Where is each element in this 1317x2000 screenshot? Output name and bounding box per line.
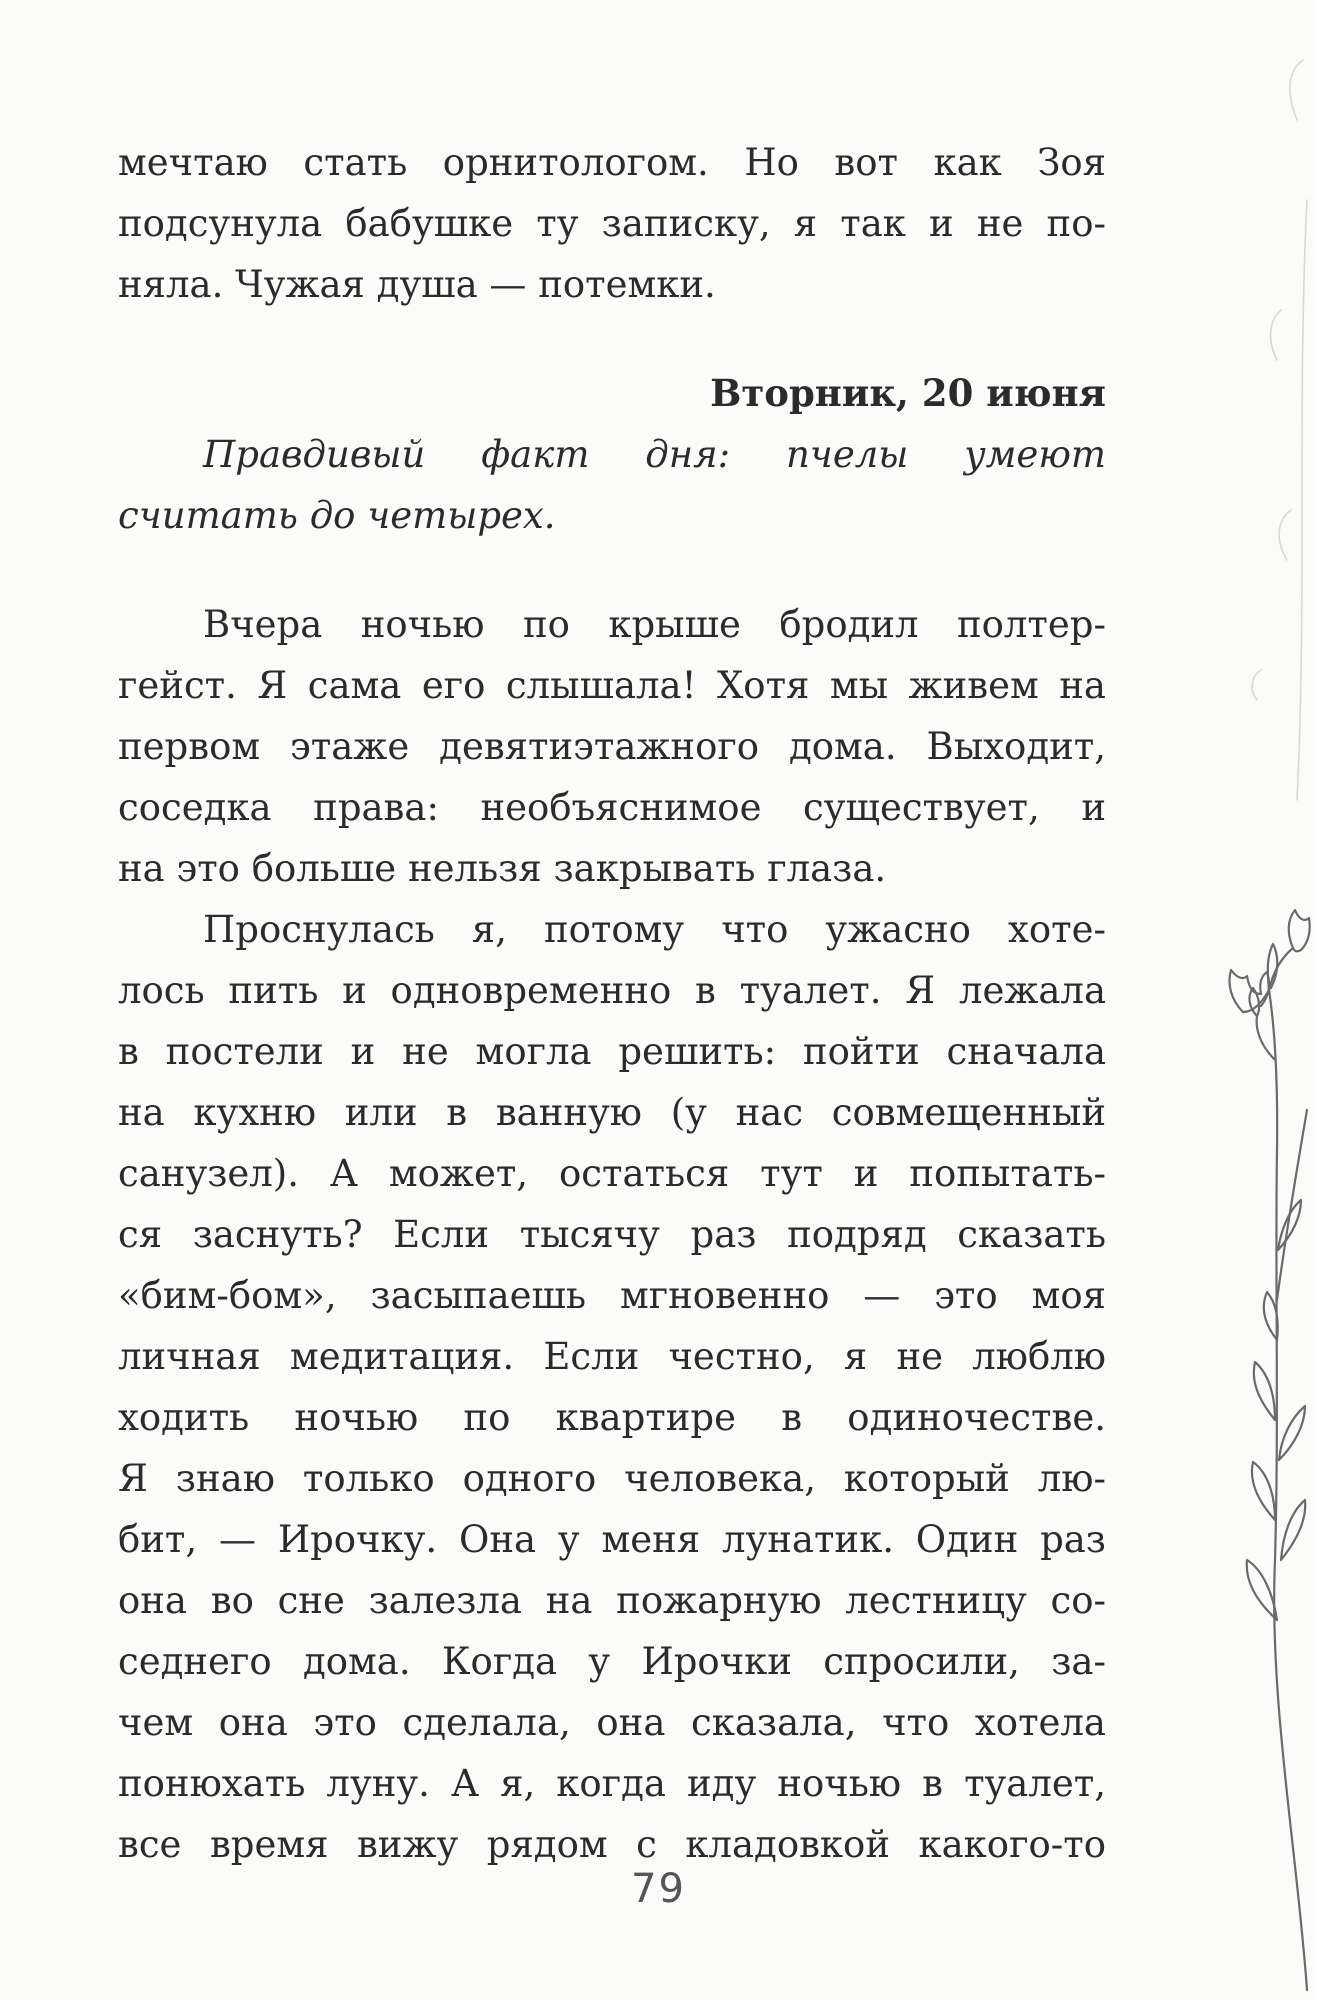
fact-line: Правдивый факт дня: пчелы умеют	[203, 433, 1106, 476]
paragraph-2	[118, 899, 1106, 1875]
text-line: Я знаю только одного человека, который лю-	[118, 1457, 1106, 1500]
fact-line: считать до четырех.	[118, 494, 556, 537]
text-line: ходить ночью по квартире в одиночестве.	[118, 1396, 1106, 1439]
text-line: на кухню или в ванную (у нас совмещенный	[118, 1091, 1106, 1134]
text-line: гейст. Я сама его слышала! Хотя мы живем на	[118, 664, 1106, 707]
text-line: лось пить и одновременно в туалет. Я лежала	[118, 969, 1106, 1012]
page-number: 79	[631, 1866, 686, 1912]
text-line: бит, — Ирочку. Она у меня лунатик. Один раз	[118, 1518, 1106, 1561]
text-line: няла. Чужая душа — потемки.	[118, 263, 716, 306]
diary-entry	[118, 363, 1106, 546]
flower-stem-icon	[1157, 0, 1317, 2000]
date-heading: Вторник, 20 июня	[710, 371, 1106, 415]
text-line: мечтаю стать орнитологом. Но вот как Зоя	[118, 141, 1106, 184]
text-top	[118, 132, 1106, 315]
paragraph-1	[118, 594, 1106, 899]
text-line: седнего дома. Когда у Ирочки спросили, за-	[118, 1640, 1106, 1683]
text-line: «бим-бом», засыпаешь мгновенно — это моя	[118, 1274, 1106, 1317]
text-line: ся заснуть? Если тысячу раз подряд сказать	[118, 1213, 1106, 1256]
text-line: санузел). А может, остаться тут и попытать-	[118, 1152, 1106, 1195]
text-line: подсунула бабушке ту записку, я так и не по-	[118, 202, 1106, 245]
text-line: Проснулась я, потому что ужасно хоте-	[203, 908, 1106, 951]
text-line: соседка права: необъяснимое существует, и	[118, 786, 1106, 829]
text-line: чем она это сделала, она сказала, что хотела	[118, 1701, 1106, 1744]
text-line: Вчера ночью по крыше бродил полтер-	[203, 603, 1106, 646]
text-line: личная медитация. Если честно, я не люблю	[118, 1335, 1106, 1378]
text-line: все время вижу рядом с кладовкой какого-то	[118, 1823, 1106, 1866]
text-line: она во сне залезла на пожарную лестницу со-	[118, 1579, 1106, 1622]
text-line: первом этаже девятиэтажного дома. Выходит,	[118, 725, 1106, 768]
text-line: на это больше нельзя закрывать глаза.	[118, 847, 887, 890]
text-line: в постели и не могла решить: пойти сначала	[118, 1030, 1106, 1073]
text-line: понюхать луну. А я, когда иду ночью в туалет,	[118, 1762, 1106, 1805]
